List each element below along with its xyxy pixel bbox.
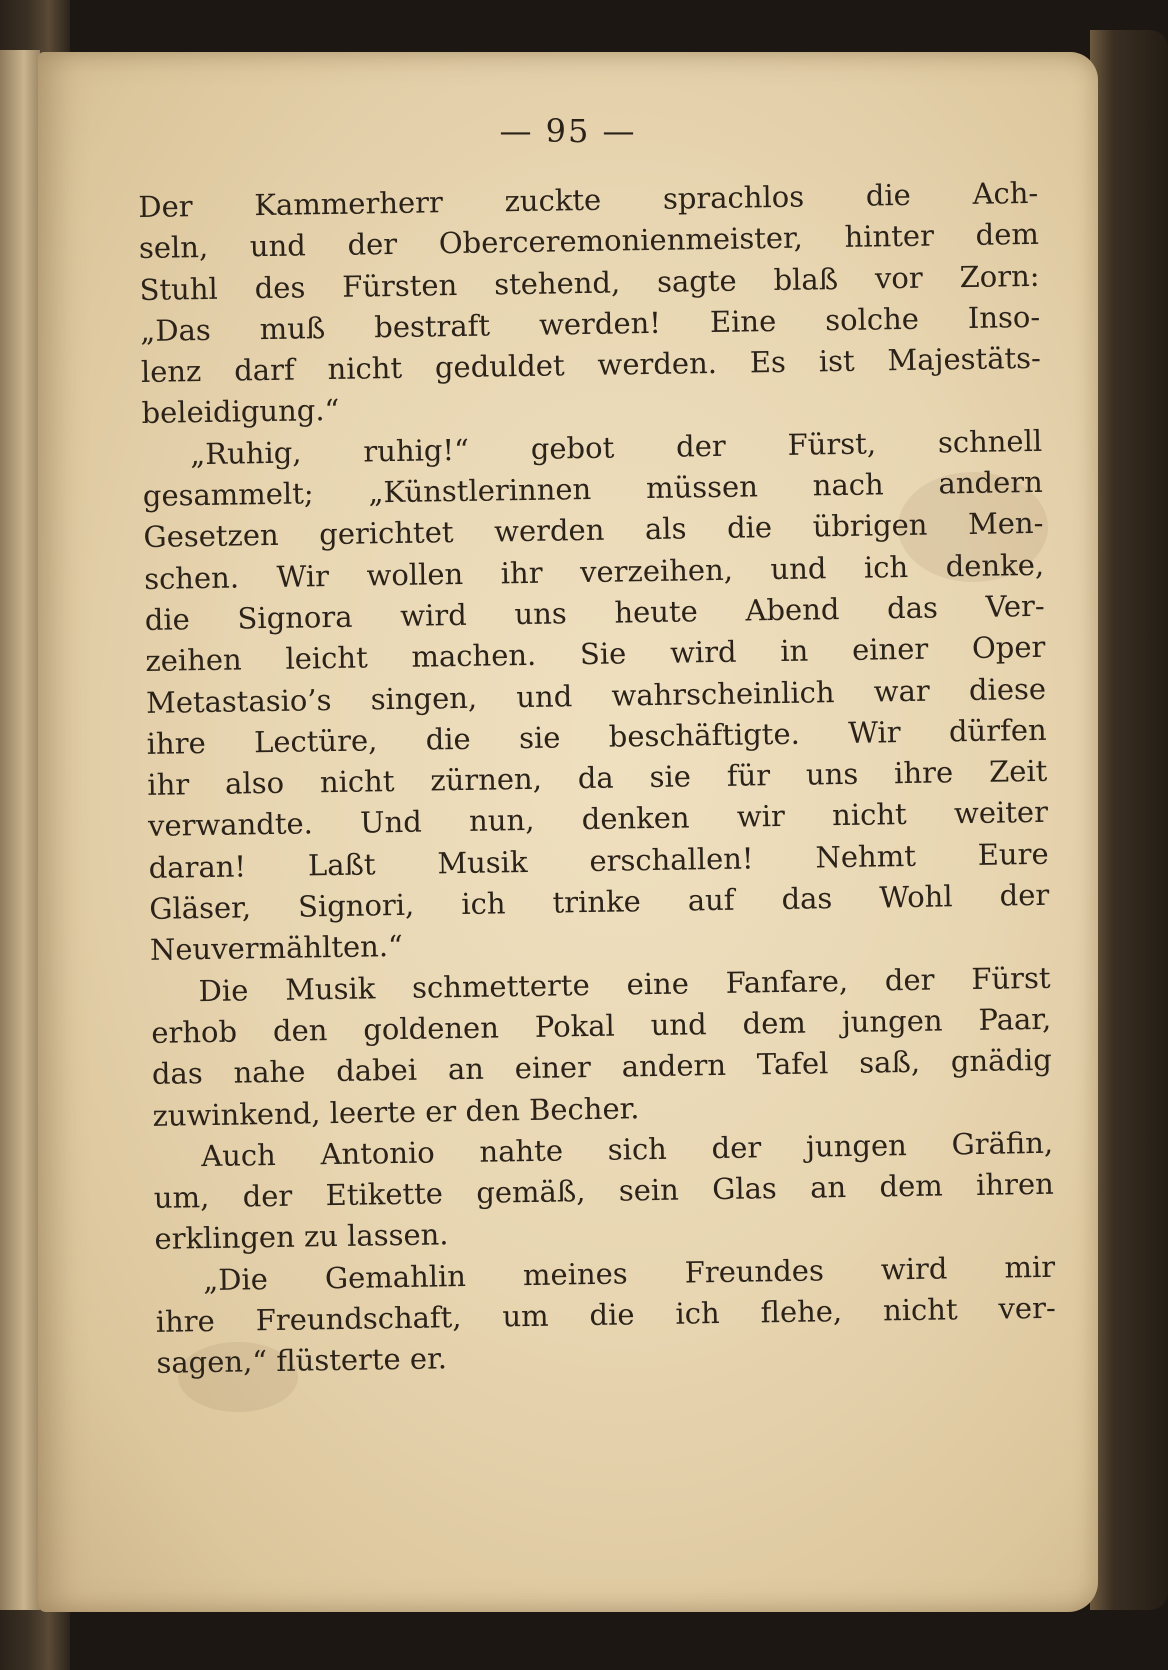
text-line: um, der Etikette gemäß, sein Glas an dem ihren — [153, 1166, 1055, 1215]
body-text — [138, 173, 1057, 1385]
text-line: beleidigung.“ — [141, 393, 340, 431]
text-line: lenz darf nicht geduldet werden. Es ist Majestäts- — [140, 341, 1042, 390]
text-line: „Ruhig, ruhig!“ gebot der Fürst, schnell — [189, 423, 1043, 471]
text-line: Metastasio’s singen, und wahrscheinlich war diese — [145, 671, 1047, 720]
text-line: Stuhl des Fürsten stehend, sagte blaß vor Zorn: — [139, 258, 1040, 307]
text-line: verwandte. Und nun, denken wir nicht weiter — [147, 795, 1049, 844]
text-line: ihre Freundschaft, um die ich flehe, nicht ver- — [155, 1290, 1056, 1339]
text-line: ihre Lectüre, die sie beschäftigte. Wir dürfen — [146, 712, 1047, 761]
book-page — [38, 52, 1098, 1612]
text-line: Auch Antonio nahte sich der jungen Gräfin, — [200, 1125, 1054, 1173]
paragraph — [150, 957, 1052, 1136]
text-line: erklingen zu lassen. — [154, 1217, 449, 1257]
text-line: sagen,“ flüsterte er. — [156, 1341, 448, 1381]
text-line: Gläser, Signori, ich trinke auf das Wohl der — [149, 877, 1050, 926]
text-line: Die Musik schmetterte eine Fanfare, der Fürst — [198, 960, 1051, 1008]
text-line: „Die Gemahlin meines Freundes wird mir — [202, 1249, 1056, 1297]
book-cover-edge — [1090, 30, 1168, 1610]
text-line: gesammelt; „Künstlerinnen müssen nach andern — [142, 464, 1044, 514]
text-line: Der Kammerherr zuckte sprachlos die Ach- — [138, 175, 1039, 224]
text-line: schen. Wir wollen ihr verzeihen, und ich denke, — [143, 547, 1045, 596]
text-line: „Das muß bestraft werden! Eine solche Inso- — [139, 299, 1041, 348]
text-line: zeihen leicht machen. Sie wird in einer Oper — [145, 630, 1046, 679]
text-line: seln, und der Oberceremonienmeister, hinter dem — [138, 217, 1040, 266]
text-line: Neuvermählten.“ — [149, 929, 404, 968]
paragraph — [153, 1123, 1055, 1261]
paragraph — [138, 173, 1042, 435]
paragraph — [155, 1246, 1057, 1384]
paragraph — [142, 421, 1050, 972]
page-number: — 95 — — [499, 112, 637, 150]
text-line: die Signora wird uns heute Abend das Ver- — [144, 588, 1045, 637]
text-line: ihr also nicht zürnen, da sie für uns ihre Zeit — [147, 753, 1048, 803]
text-line: Gesetzen gerichtet werden als die übrigen Men- — [143, 506, 1044, 555]
text-line: zuwinkend, leerte er den Becher. — [152, 1090, 640, 1133]
previous-page-edge — [0, 50, 40, 1610]
text-line: daran! Laßt Musik erschallen! Nehmt Eure — [148, 836, 1049, 885]
text-line: das nahe dabei an einer andern Tafel saß, gnädig — [151, 1042, 1053, 1092]
text-line: erhob den goldenen Pokal und dem jungen Paar, — [151, 1001, 1052, 1050]
